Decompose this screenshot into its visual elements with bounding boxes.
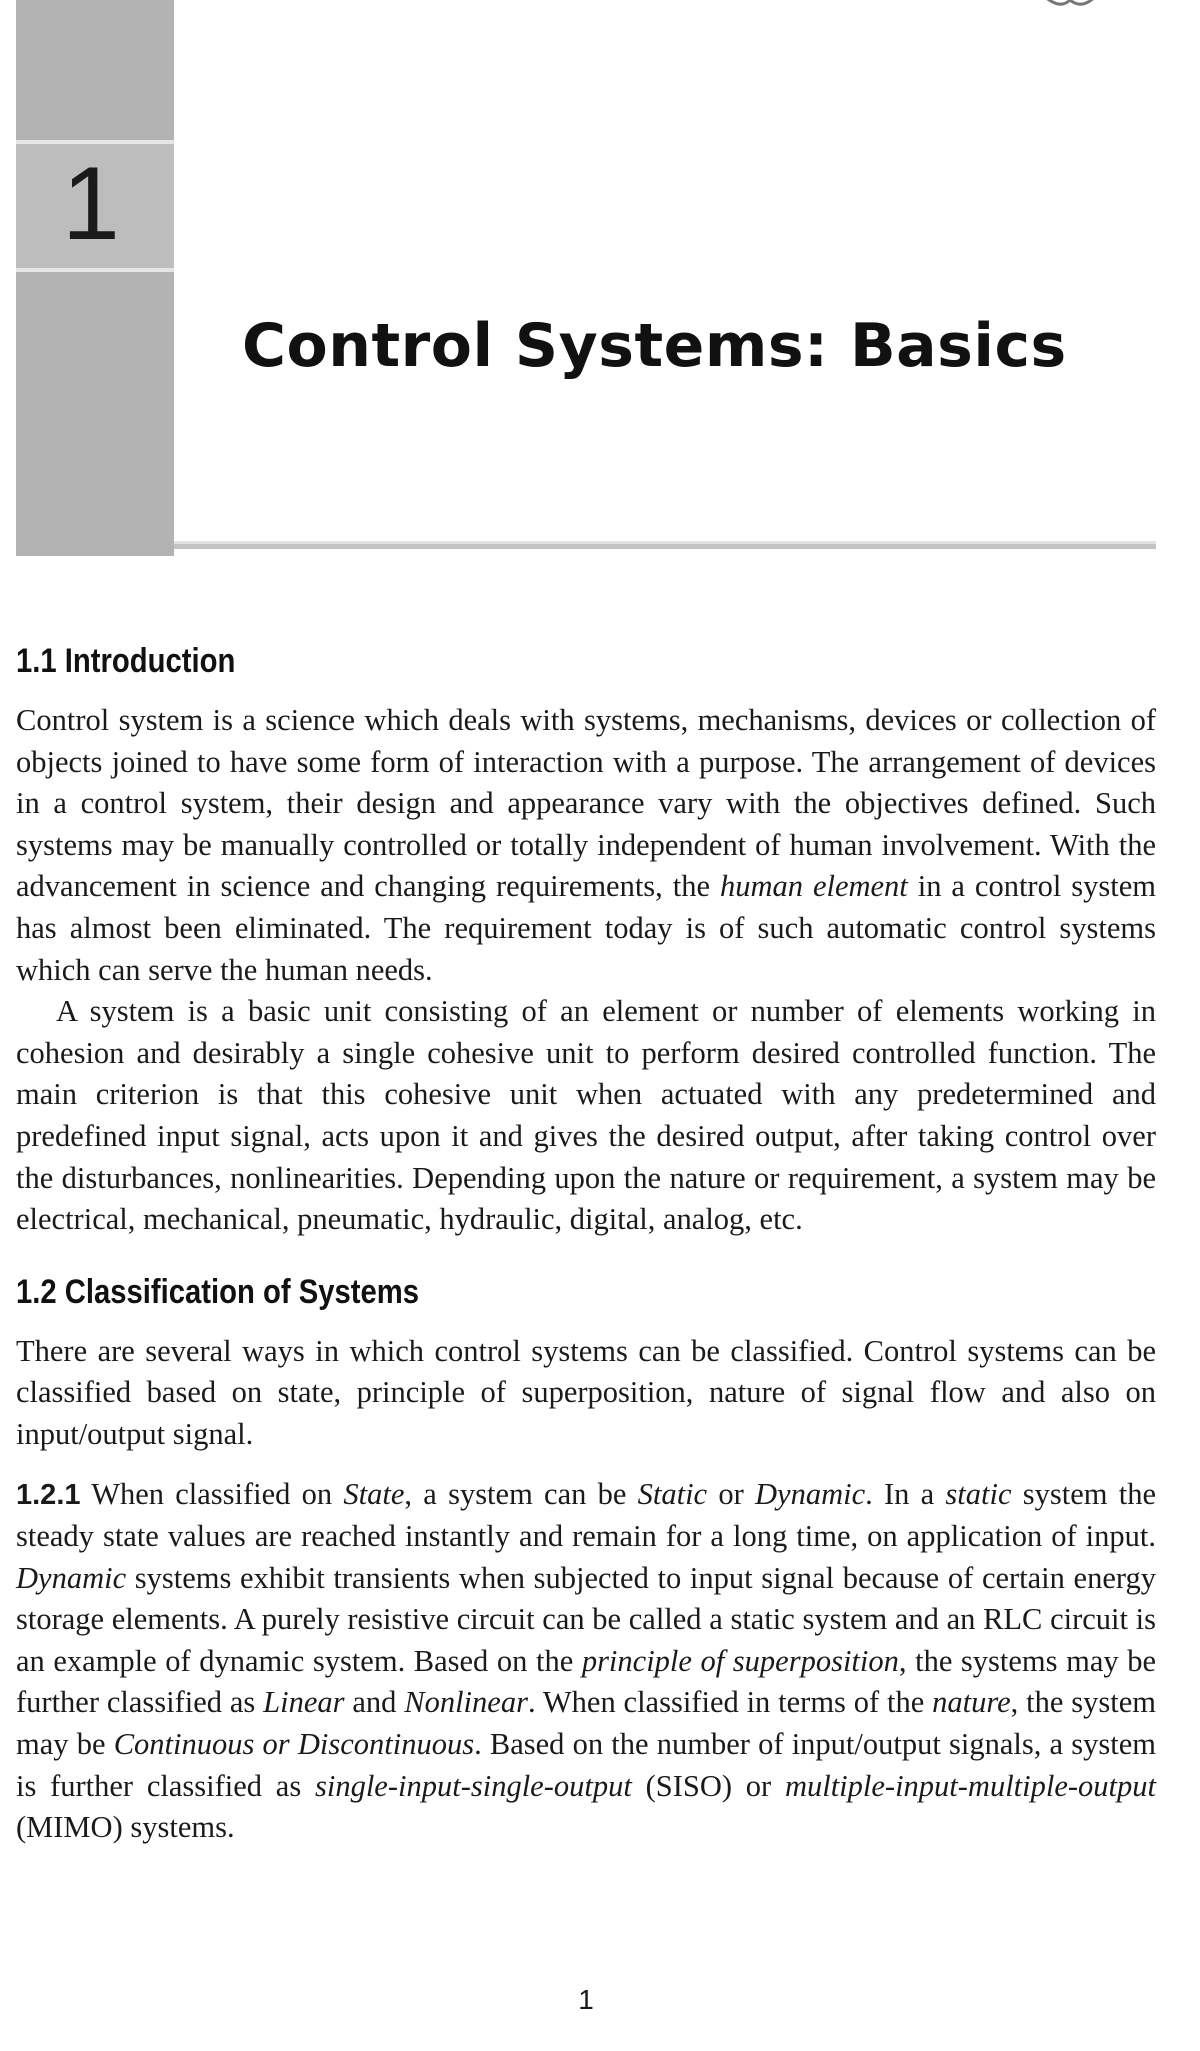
text-run: Control system is a science which deals with systems, mechanisms, devices or collection of objects joined to have some form of interaction with a purpose. The arrangement of devices in a control system, their design and appearance vary with the objectives defined. Such systems may be manually controlled or totally independent of human involvement. With the advancement in science and changing requirements, the [16,703,1156,904]
emphasis: Nonlinear [404,1685,528,1720]
emphasis-human-element: human element [719,869,908,904]
text-run: , a system can be [404,1476,638,1511]
text-run: , the system may be [16,1685,1156,1762]
chapter-title: Control Systems: Basics [242,311,1067,381]
intro-paragraph-1 [16,700,1156,991]
spacer [16,1241,1156,1271]
intro-paragraph-2: A system is a basic unit consisting of an element or number of elements working in cohesion and desirably a single cohesive unit to perform desired controlled function. The main criterion is that this cohesive unit when actuated with any predetermined and predefined input signal, acts upon it and gives the desired output, after taking control over the disturbances, nonlinearities. Depending upon the nature or requirement, a system may be electrical, mechanical, pneumatic, hydraulic, digital, analog, etc. [16,994,1156,1237]
text-run: and [344,1685,405,1720]
emphasis: Dynamic [755,1476,866,1511]
text-run: When classified on [80,1476,344,1511]
subsection-number: 1.2.1 [16,1478,81,1511]
emphasis: nature [932,1685,1011,1720]
subsection-1-2-1-paragraph [16,1474,1156,1849]
chapter-rule [174,541,1156,549]
text-run: (MIMO) systems. [16,1810,235,1845]
text-run: system the steady state values are reached instantly and remain for a long time, on application of input. [16,1476,1156,1554]
emphasis: Static [637,1476,708,1511]
chapter-number: 1 [62,146,120,262]
text-run: . In a [865,1476,946,1511]
spacer [16,1456,1156,1474]
text-run: or [707,1476,756,1511]
page-content [16,640,1156,1849]
emphasis: Dynamic [16,1560,127,1595]
classification-paragraph-1: There are several ways in which control systems can be classified. Control systems can be classified based on state, principle of superposition, nature of signal flow and also on input/output signal. [16,1333,1156,1451]
emphasis: multiple-input-multiple-output [784,1768,1156,1803]
emphasis: Linear [263,1685,345,1720]
emphasis: State [343,1476,405,1511]
text-run: . When classified in terms of the [527,1685,933,1720]
emphasis: principle of superposition [581,1643,899,1678]
emphasis: single-input-single-output [314,1768,632,1803]
corner-mark-icon [1040,0,1100,8]
section-heading-introduction: 1.1 Introduction [16,642,236,680]
page-number: 1 [578,1984,594,2015]
emphasis: Continuous or Discontinuous [113,1727,475,1762]
text-run: (SISO) or [631,1768,785,1803]
chapter-tab [16,0,174,556]
text-run: , the systems may be further classified as [16,1643,1156,1720]
section-heading-classification: 1.2 Classification of Systems [16,1272,420,1311]
emphasis: static [945,1476,1012,1511]
text-run: . Based on the number of input/output signals, a system is further classified as [16,1727,1156,1803]
text-run: systems exhibit transients when subjected to input signal because of certain energy storage elements. A purely resistive circuit can be called a static system and an RLC circuit is an example of dynamic system. Based on the [16,1560,1156,1678]
text-run: in a control system has almost been eliminated. The requirement today is of such automatic control systems which can serve the human needs. [16,869,1156,987]
